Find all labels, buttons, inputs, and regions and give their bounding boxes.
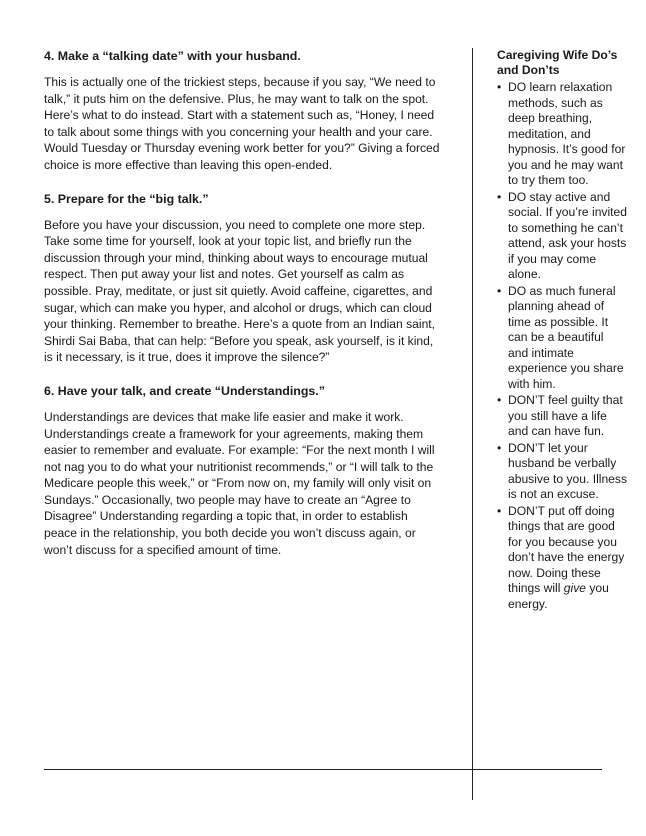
bullet-icon: • (497, 393, 502, 407)
list-item (497, 284, 627, 393)
list-item-text: DO as much funeral planning ahead of time as possible. It can be a beautiful and intimate experience you share with him. (508, 283, 624, 391)
section-body: This is actually one of the trickiest steps, because if you say, “We need to talk,” it puts him on the defensive. Plus, he may want to talk on the spot. Here’s what to do instead. Start with a statement such as, “Honey, I need to talk about some things with you concerning your health and your care. Would Tuesday or Thursday evening work better for you?” Giving a forced choice is more effective than leaving this open-ended. (44, 75, 440, 172)
sidebar-list (497, 80, 627, 612)
list-item-text: DON’T let your husband be verbally abusive to you. Illness is not an excuse. (508, 440, 627, 501)
main-column (44, 48, 442, 575)
sidebar-title: Caregiving Wife Do’s and Don’ts (497, 48, 618, 77)
list-item (497, 190, 627, 283)
bullet-icon: • (497, 189, 502, 204)
list-item (497, 441, 627, 503)
section-heading: 5. Prepare for the “big talk.” (44, 191, 209, 206)
column-divider (472, 48, 473, 800)
section-5 (44, 191, 442, 366)
section-heading: 6. Have your talk, and create “Understandings.” (44, 383, 325, 398)
list-item-text: DO stay active and social. If you’re invited to something he can’t attend, ask your hosts if you may come alone. (508, 189, 627, 281)
list-item-text-after: you energy. (508, 581, 609, 611)
section-body: Before you have your discussion, you need to complete one more step. Take some time for yourself, look at your topic list, and briefly run the discussion through your mind, thinking about ways to encourage mutual respect. Then put away your list and notes. Get yourself as calm as possible. Pray, meditate, or just sit quietly. Avoid caffeine, cigarettes, and sugar, which can make you hyper, and alcohol or drugs, which can cloud your thinking. Remember to breathe. Here’s a quote from an Indian saint, Shirdi Sai Baba, that can help: “Before you speak, ask yourself, is it kind, is it necessary, is it true, does it improve the silence?” (44, 217, 436, 365)
emphasis-text: give (563, 581, 586, 595)
list-item (497, 393, 627, 440)
section-body: Understandings are devices that make life easier and make it work. Understandings create a framework for your agreements, making them easier to remember and evaluate. For example: “For the next month I will not nag you to do what your nutritionist recommends,” or “I will talk to the Medicare people this week,” or “From now on, my family will only visit on Sundays.” Occasionally, two people may have to create an “Agree to Disagree” Understanding regarding a topic that, in order to establish peace in the relationship, you both decide you won’t discuss again, or won’t discuss for a specified amount of time. (44, 409, 435, 557)
list-item-text: DON’T feel guilty that you still have a life and can have fun. (508, 393, 623, 438)
list-item-text (508, 504, 624, 611)
footer-rule (44, 769, 602, 770)
list-item (497, 80, 627, 189)
list-item-text-before: DON’T put off doing things that are good for you because you don’t have the energy now. Doing these things will (508, 503, 625, 595)
bullet-icon: • (497, 80, 502, 94)
bullet-icon: • (497, 440, 502, 455)
section-4 (44, 48, 442, 174)
list-item (497, 504, 627, 613)
bullet-icon: • (497, 283, 502, 298)
section-heading: 4. Make a “talking date” with your husband. (44, 49, 301, 63)
sidebar (497, 48, 627, 613)
list-item-text: DO learn relaxation methods, such as deep breathing, meditation, and hypnosis. It’s good for you and he may want to try them too. (508, 80, 626, 187)
section-6 (44, 383, 442, 558)
bullet-icon: • (497, 503, 502, 518)
